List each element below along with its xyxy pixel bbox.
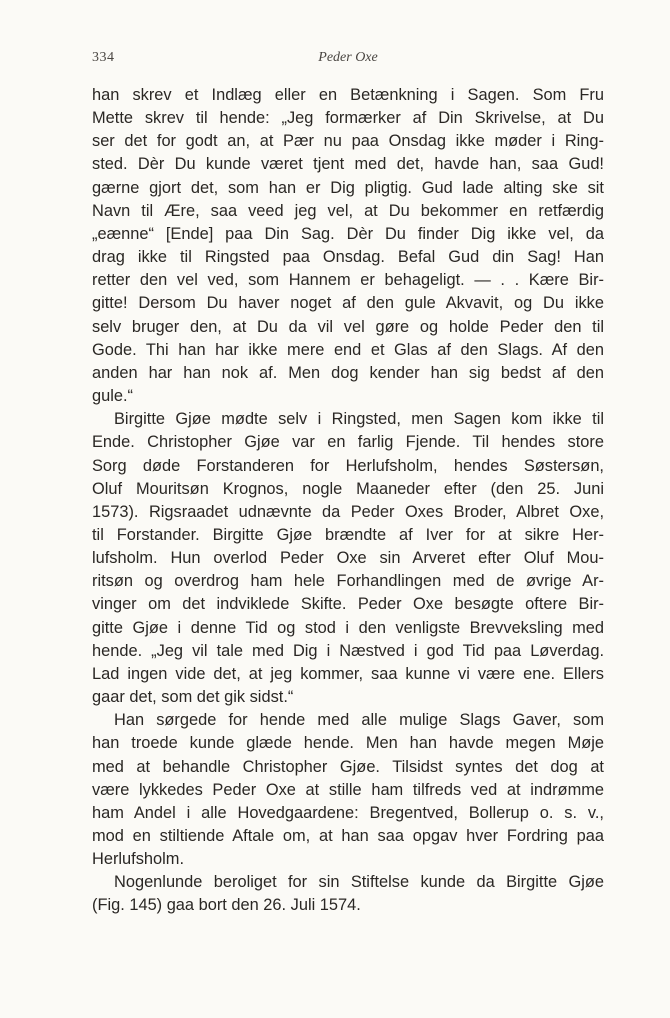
- text-line: til Forstander. Birgitte Gjøe brændte af Iver for at sikre Her-: [92, 525, 604, 544]
- text-line: ham Andel i alle Hovedgaardene: Bregentved, Bollerup o. s. v.,: [92, 803, 604, 822]
- paragraph-1: [92, 84, 604, 408]
- text-line: Oluf Mouritsøn Krognos, nogle Maaneder efter (den 25. Juni: [92, 479, 604, 498]
- text-line: Lad ingen vide det, at jeg kommer, saa kunne vi være ene. Ellers: [92, 664, 604, 683]
- text-line: ser det for godt an, at Pær nu paa Onsdag ikke møder i Ring-: [92, 132, 604, 151]
- text-line: gaar det, som det gik sidst.“: [92, 688, 294, 707]
- text-line: Birgitte Gjøe mødte selv i Ringsted, men Sagen kom ikke til: [114, 410, 604, 429]
- running-title: Peder Oxe: [318, 50, 378, 65]
- text-line: hende. „Jeg vil tale med Dig i Næstved i god Tid paa Løverdag.: [92, 641, 604, 660]
- text-line: han skrev et Indlæg eller en Betænkning i Sagen. Som Fru: [92, 86, 604, 104]
- text-line: ritsøn og overdrog ham hele Forhandlingen med de øvrige Ar-: [92, 572, 604, 591]
- text-line: anden har han nok af. Men dog kender han sig bedst af den: [92, 363, 604, 382]
- text-line: Gode. Thi han har ikke mere end et Glas af den Slags. Af den: [92, 340, 604, 359]
- text-line: mod en stiltiende Aftale om, at han saa opgav hver Fordring paa: [92, 827, 604, 845]
- text-line: Navn til Ære, saa veed jeg vel, at Du bekommer en retfærdig: [92, 201, 604, 220]
- text-line: vinger om det indviklede Skifte. Peder Oxe besøgte oftere Bir-: [92, 595, 604, 614]
- text-line: selv bruger den, at Du da vil vel gøre og holde Peder den til: [92, 317, 604, 336]
- text-line: Han sørgede for hende med alle mulige Slags Gaver, som: [114, 711, 604, 730]
- text-line: sted. Dèr Du kunde været tjent med det, havde han, saa Gud!: [92, 155, 604, 174]
- paragraph-2: [92, 408, 604, 709]
- running-head: [92, 50, 604, 70]
- text-line: være lykkedes Peder Oxe at stille ham tilfreds ved at indrømme: [92, 780, 604, 799]
- text-line: gule.“: [92, 387, 134, 406]
- text-line: drag ikke til Ringsted paa Onsdag. Befal Gud din Sag! Han: [92, 248, 604, 267]
- text-line: gitte Gjøe i denne Tid og stod i den venligste Brevveksling med: [92, 618, 604, 637]
- text-line: Sorg døde Forstanderen for Herlufsholm, hendes Søstersøn,: [92, 456, 604, 475]
- text-line: 1573). Rigsraadet udnævnte da Peder Oxes Broder, Albret Oxe,: [92, 502, 604, 521]
- text-line: lufsholm. Hun overlod Peder Oxe sin Arveret efter Oluf Mou-: [92, 549, 604, 568]
- text-line: „eænne“ [Ende] paa Din Sag. Dèr Du finder Dig ikke vel, da: [92, 224, 604, 243]
- text-line: Mette skrev til hende: „Jeg formærker af Din Skrivelse, at Du: [92, 109, 604, 128]
- text-line: Herlufsholm.: [92, 850, 184, 869]
- text-line: gitte! Dersom Du haver noget af den gule Akvavit, og Du ikke: [92, 294, 604, 313]
- text-line: gærne gjort det, som han er Dig pligtig. Gud lade alting ske sit: [92, 178, 604, 197]
- text-line: Nogenlunde beroliget for sin Stiftelse kunde da Birgitte Gjøe: [114, 873, 604, 892]
- body-text: [92, 84, 604, 918]
- page-number: 334: [92, 50, 115, 65]
- text-line: retter den vel ved, som Hannem er behageligt. — . . Kære Bir-: [92, 271, 604, 290]
- text-line: med at behandle Christopher Gjøe. Tilsidst syntes det dog at: [92, 757, 604, 776]
- text-line: Ende. Christopher Gjøe var en farlig Fjende. Til hendes store: [92, 433, 604, 452]
- text-line: han troede kunde glæde hende. Men han havde megen Møje: [92, 734, 604, 753]
- text-line: (Fig. 145) gaa bort den 26. Juli 1574.: [92, 896, 361, 915]
- paragraph-3: [92, 709, 604, 871]
- paragraph-4: [92, 871, 604, 917]
